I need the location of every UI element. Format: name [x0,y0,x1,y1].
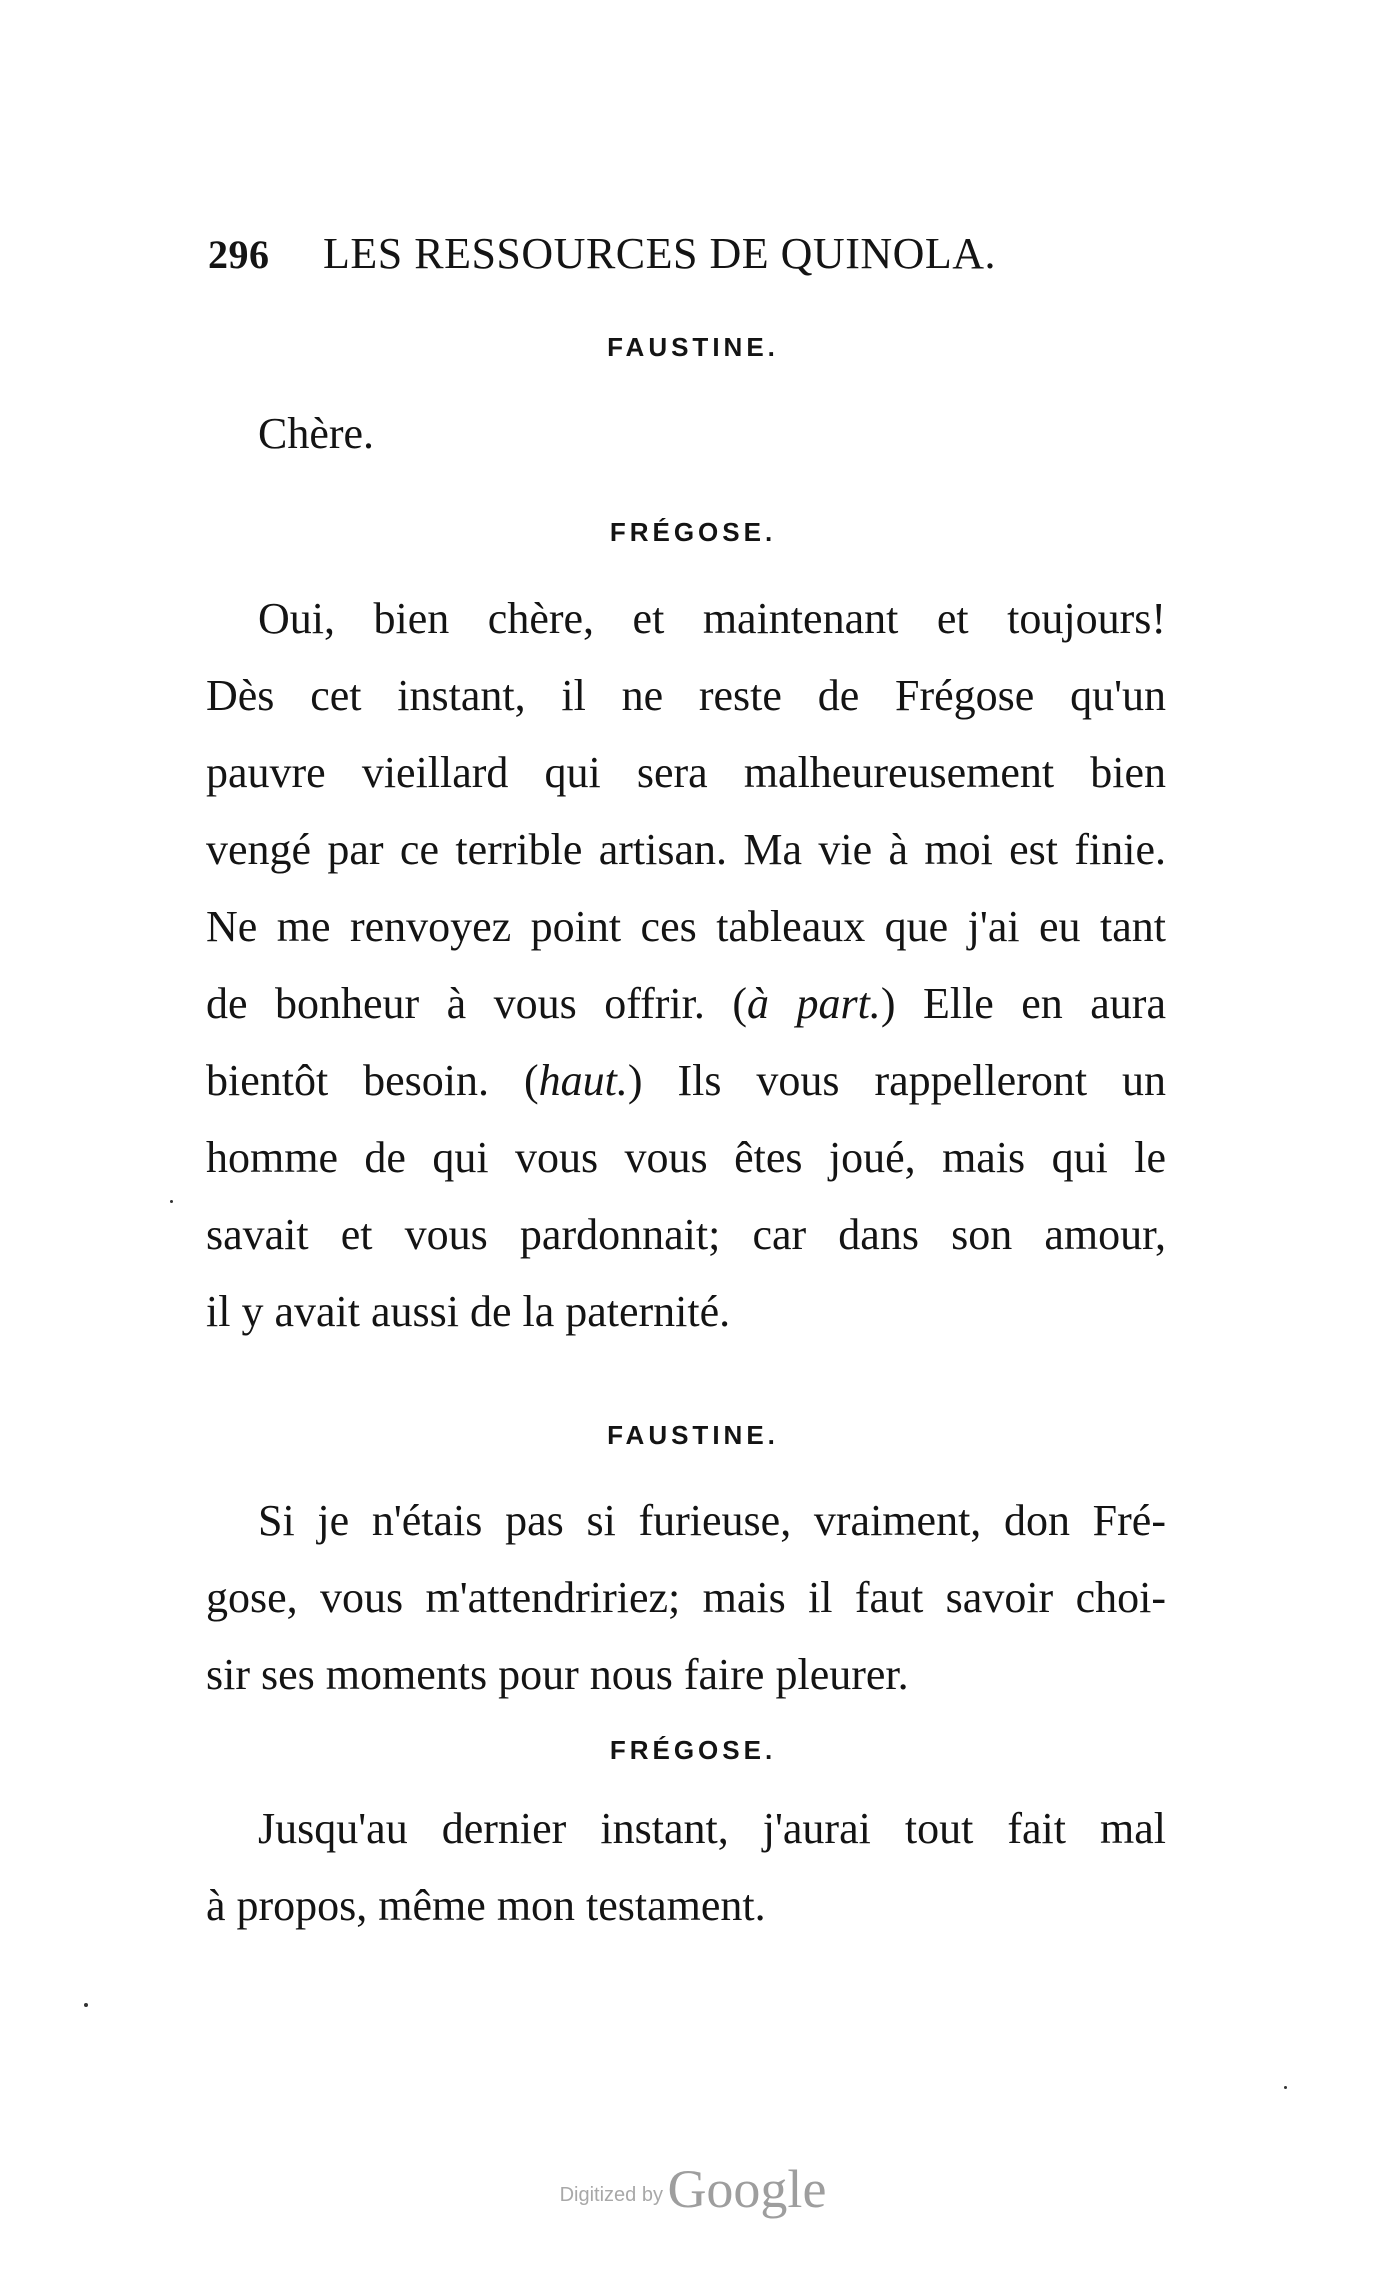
speaker-fregose-2: FRÉGOSE. [609,1735,777,1765]
speech-fragment: Elle en aura [922,979,1166,1028]
speech-line: homme de qui vous vous êtes joué, mais qui le [206,1133,1166,1182]
running-title: LES RESSOURCES DE QUINOLA. [323,229,997,278]
speech-line: gose, vous m'attendririez; mais il faut savoir choi- [206,1573,1166,1622]
speech-fragment: bientôt besoin. [206,1056,490,1105]
speech-line: Dès cet instant, il ne reste de Frégose qu'un [206,671,1166,720]
speech-fregose-1 [206,580,1166,1350]
speaker-fregose-1: FRÉGOSE. [609,517,777,547]
page-number: 296 [208,232,270,277]
speech-line: Si je n'étais pas si furieuse, vraiment, don Fré- [258,1496,1166,1545]
speech-fragment: Ils vous rappelleront un [677,1056,1167,1105]
print-speck [170,1200,173,1203]
print-speck [84,2003,88,2007]
speech-fregose-2 [206,1790,1166,1944]
speech-line: il y avait aussi de la paternité. [206,1287,731,1336]
running-header [208,228,1008,279]
speech-line: Chère. [258,409,375,458]
speech-line: Oui, bien chère, et maintenant et toujours! [258,594,1166,643]
speech-line: sir ses moments pour nous faire pleurer. [206,1650,909,1699]
speech-line: vengé par ce terrible artisan. Ma vie à moi est finie. [206,825,1166,874]
speaker-faustine-2: FAUSTINE. [607,1420,779,1450]
speech-line: savait et vous pardonnait; car dans son amour, [206,1210,1166,1259]
speech-line: bientôt besoin. (haut.) Ils vous rappelleront un [206,1056,1167,1105]
speech-line: de bonheur à vous offrir. (à part.) Elle en aura [206,979,1166,1028]
google-logo: Google [667,2159,827,2219]
print-speck [1284,2086,1287,2089]
speech-fragment: de bonheur à vous offrir. [206,979,705,1028]
speaker-faustine-1: FAUSTINE. [607,332,779,362]
speech-line: Jusqu'au dernier instant, j'aurai tout fait mal [258,1804,1166,1853]
stage-direction: haut. [538,1056,628,1105]
speech-faustine-2 [206,1482,1166,1713]
digitized-watermark [0,2158,1386,2220]
speech-line: pauvre vieillard qui sera malheureusement bien [206,748,1166,797]
digitized-label: Digitized by [559,2184,663,2206]
speech-line: à propos, même mon testament. [206,1881,766,1930]
stage-direction: à part. [746,979,881,1028]
speech-line: Ne me renvoyez point ces tableaux que j'ai eu tant [206,902,1166,951]
speech-faustine-1 [206,395,1166,472]
